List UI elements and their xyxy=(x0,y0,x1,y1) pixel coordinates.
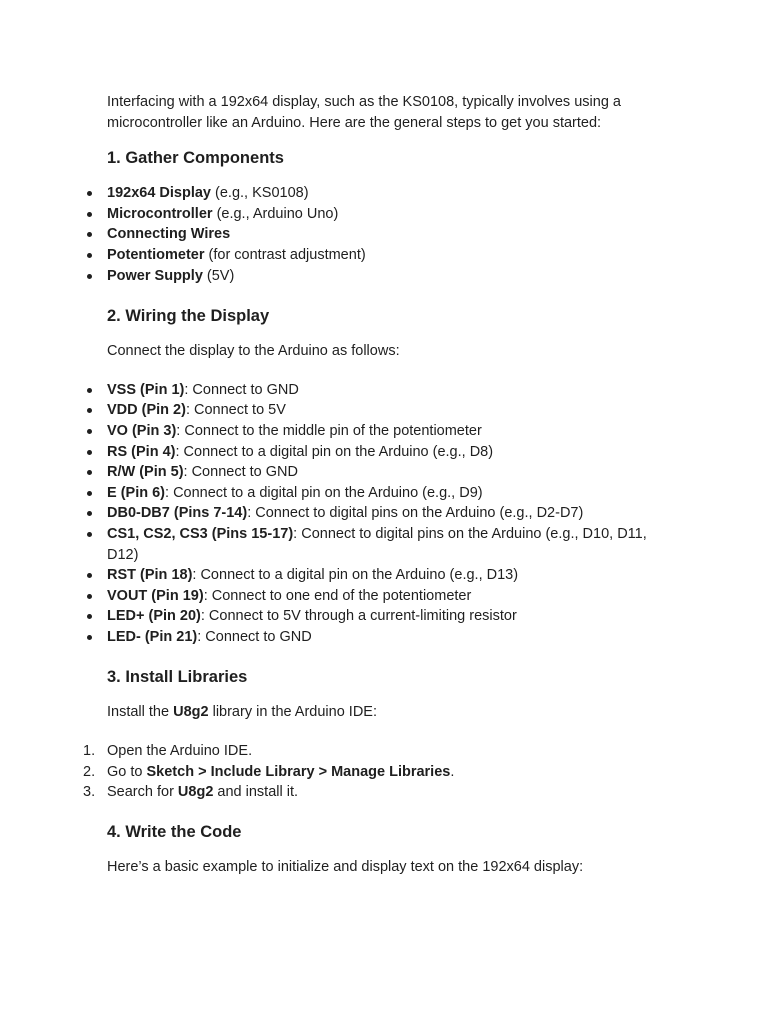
list-item: LED+ (Pin 20): Connect to 5V through a current-limiting resistor xyxy=(107,606,678,627)
list-item: 2. Go to Sketch > Include Library > Manage Libraries. xyxy=(83,763,455,780)
intro-line-1: Interfacing with a 192x64 display, such as the KS0108, typically involves using a xyxy=(107,94,621,110)
list-item: E (Pin 6): Connect to a digital pin on the Arduino (e.g., D9) xyxy=(107,483,678,504)
list-item: Microcontroller (e.g., Arduino Uno) xyxy=(107,204,678,225)
libraries-intro: Install the U8g2 library in the Arduino IDE: xyxy=(107,704,378,721)
list-item: VOUT (Pin 19): Connect to one end of the potentiometer xyxy=(107,586,678,607)
heading-install-libraries: 3. Install Libraries xyxy=(107,668,248,687)
intro-paragraph xyxy=(107,92,678,133)
list-item: VDD (Pin 2): Connect to 5V xyxy=(107,400,678,421)
list-item: VSS (Pin 1): Connect to GND xyxy=(107,380,678,401)
install-steps-list xyxy=(83,741,678,803)
heading-write-code: 4. Write the Code xyxy=(107,822,242,841)
heading-wiring-display: 2. Wiring the Display xyxy=(107,307,270,326)
list-item: 192x64 Display (e.g., KS0108) xyxy=(107,183,678,204)
list-item: Power Supply (5V) xyxy=(107,266,678,287)
components-list xyxy=(107,183,678,286)
wiring-intro: Connect the display to the Arduino as follows: xyxy=(107,343,400,360)
list-item: VO (Pin 3): Connect to the middle pin of the potentiometer xyxy=(107,421,678,442)
list-item: 1. Open the Arduino IDE. xyxy=(83,743,253,760)
list-item: RS (Pin 4): Connect to a digital pin on the Arduino (e.g., D8) xyxy=(107,442,678,463)
intro-line-2: microcontroller like an Arduino. Here are the general steps to get you started: xyxy=(107,114,602,131)
list-item: RST (Pin 18): Connect to a digital pin on the Arduino (e.g., D13) xyxy=(107,565,678,586)
list-item: DB0-DB7 (Pins 7-14): Connect to digital pins on the Arduino (e.g., D2-D7) xyxy=(107,503,678,524)
list-item: R/W (Pin 5): Connect to GND xyxy=(107,462,678,483)
list-item: Potentiometer (for contrast adjustment) xyxy=(107,245,678,266)
list-item: CS1, CS2, CS3 (Pins 15-17): Connect to digital pins on the Arduino (e.g., D10, D11, D12) xyxy=(107,524,678,565)
code-intro: Here’s a basic example to initialize and display text on the 192x64 display: xyxy=(107,858,584,875)
wiring-list xyxy=(107,380,678,648)
list-item: LED- (Pin 21): Connect to GND xyxy=(107,627,678,648)
list-item: 3. Search for U8g2 and install it. xyxy=(83,784,299,801)
heading-gather-components: 1. Gather Components xyxy=(107,149,284,168)
list-item: Connecting Wires xyxy=(107,224,678,245)
